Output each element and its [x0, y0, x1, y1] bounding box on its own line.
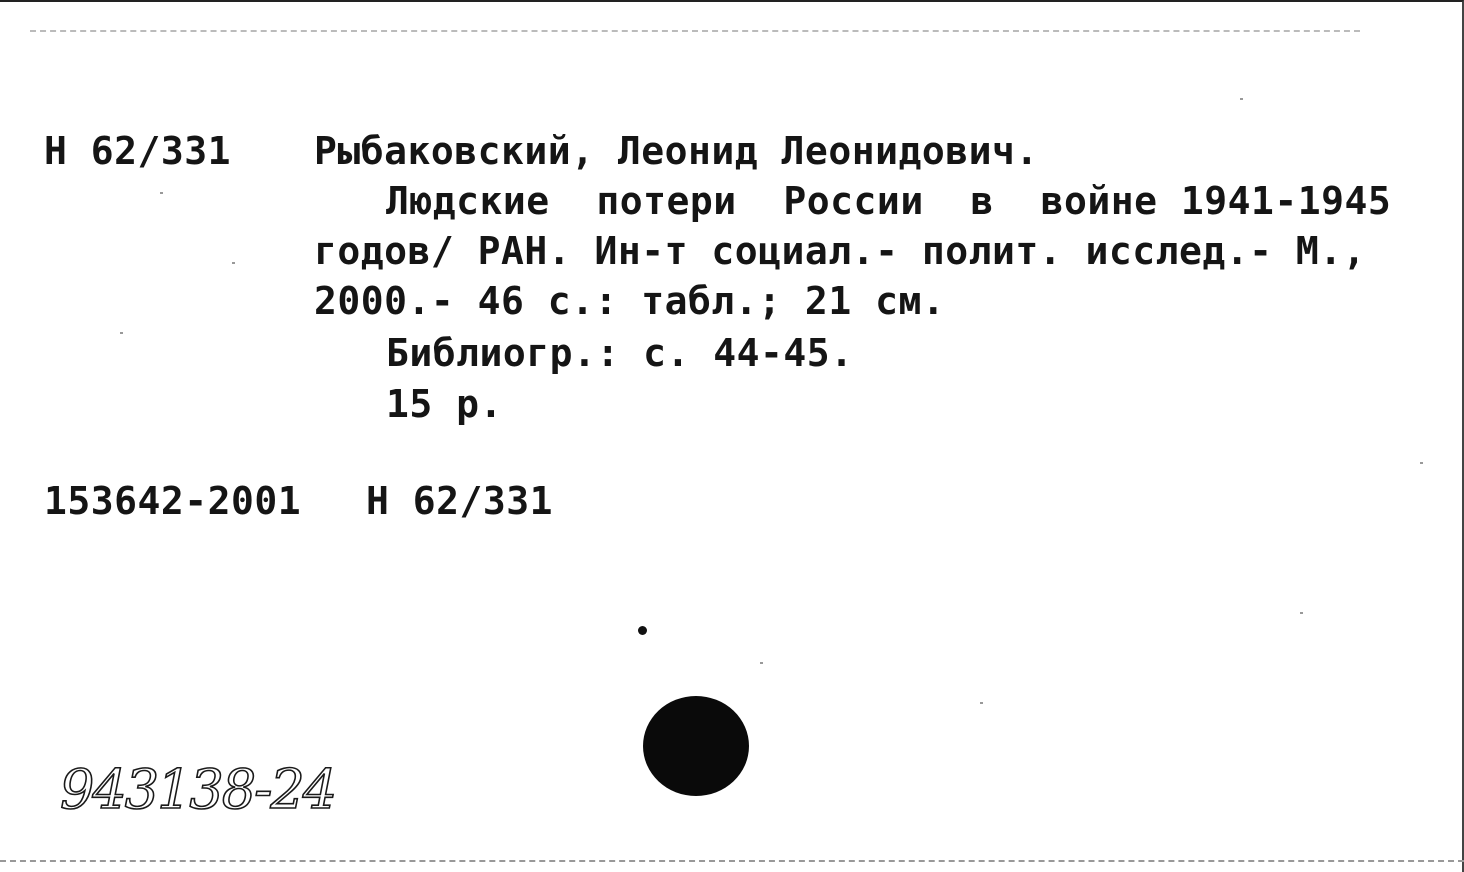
title-line-2: годов/ РАН. Ин-т социал.- полит. исслед.- М.,	[314, 229, 1367, 273]
shelf-mark-repeat: Н 62/331	[366, 479, 554, 523]
author-heading: Рыбаковский, Леонид Леонидович.	[314, 129, 1039, 173]
scan-speck	[760, 662, 763, 664]
ink-dot	[638, 626, 647, 635]
punch-hole	[643, 696, 749, 796]
title-line-1: Людские потери России в войне 1941-1945	[386, 179, 1392, 223]
top-edge-marks	[30, 30, 1360, 38]
scan-speck	[1240, 98, 1243, 100]
accession-number: 153642-2001	[44, 479, 302, 523]
bibliography-note: Библиогр.: с. 44-45.	[386, 331, 854, 375]
scan-speck	[1420, 462, 1423, 464]
scan-speck	[980, 702, 983, 704]
bottom-edge-marks	[0, 860, 1464, 862]
shelf-mark: Н 62/331	[44, 129, 232, 173]
handwritten-number-text: 943138-24	[60, 758, 336, 821]
scan-speck	[1300, 612, 1303, 614]
scan-speck	[120, 332, 123, 334]
price: 15 р.	[386, 382, 503, 426]
title-line-3: 2000.- 46 с.: табл.; 21 см.	[314, 279, 946, 323]
scan-speck	[160, 192, 163, 194]
scan-speck	[232, 262, 235, 264]
handwritten-inventory-number	[56, 750, 376, 830]
